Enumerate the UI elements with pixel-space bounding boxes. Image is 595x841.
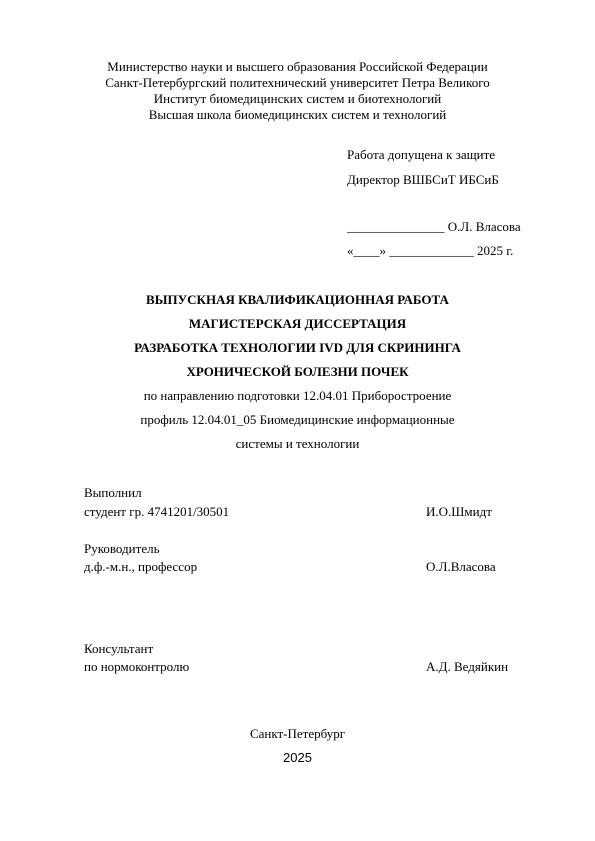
topic-title-line2: ХРОНИЧЕСКОЙ БОЛЕЗНИ ПОЧЕК	[186, 364, 409, 379]
direction-line: по направлению подготовки 12.04.01 Приборостроение	[143, 388, 452, 403]
approval-signature-line: _______________ О.Л. Власова	[347, 219, 521, 234]
profile-line1: профиль 12.04.01_05 Биомедицинские информационные	[140, 412, 455, 427]
consultant-role: Консультант	[84, 641, 154, 656]
author-name: И.О.Шмидт	[426, 504, 492, 519]
ministry-line: Министерство науки и высшего образования Российской Федерации	[107, 59, 488, 74]
supervisor-title: д.ф.-м.н., профессор	[84, 559, 198, 574]
profile-line2: системы и технологии	[235, 436, 360, 451]
author-role: Выполнил	[84, 485, 142, 500]
school-line: Высшая школа биомедицинских систем и технологий	[148, 107, 447, 122]
supervisor-role: Руководитель	[84, 541, 160, 556]
supervisor-name: О.Л.Власова	[426, 559, 496, 574]
city: Санкт-Петербург	[249, 726, 346, 741]
approval-director: Директор ВШБСиТ ИБСиБ	[347, 172, 499, 187]
approval-admitted: Работа допущена к защите	[347, 147, 496, 162]
consultant-name: А.Д. Ведяйкин	[426, 659, 509, 674]
approval-date-line: «____» _____________ 2025 г.	[347, 243, 514, 258]
work-type-title: ВЫПУСКНАЯ КВАЛИФИКАЦИОННАЯ РАБОТА	[146, 292, 449, 307]
consultant-scope: по нормоконтролю	[84, 659, 190, 674]
institute-line: Институт биомедицинских систем и биотехнологий	[153, 91, 442, 106]
degree-title: МАГИСТЕРСКАЯ ДИССЕРТАЦИЯ	[188, 316, 407, 331]
topic-title-line1: РАЗРАБОТКА ТЕХНОЛОГИИ IVD ДЛЯ СКРИНИНГА	[134, 340, 461, 355]
author-group: студент гр. 4741201/30501	[84, 504, 230, 519]
university-line: Санкт-Петербургский политехнический университет Петра Великого	[105, 75, 490, 90]
year: 2025	[283, 750, 312, 765]
